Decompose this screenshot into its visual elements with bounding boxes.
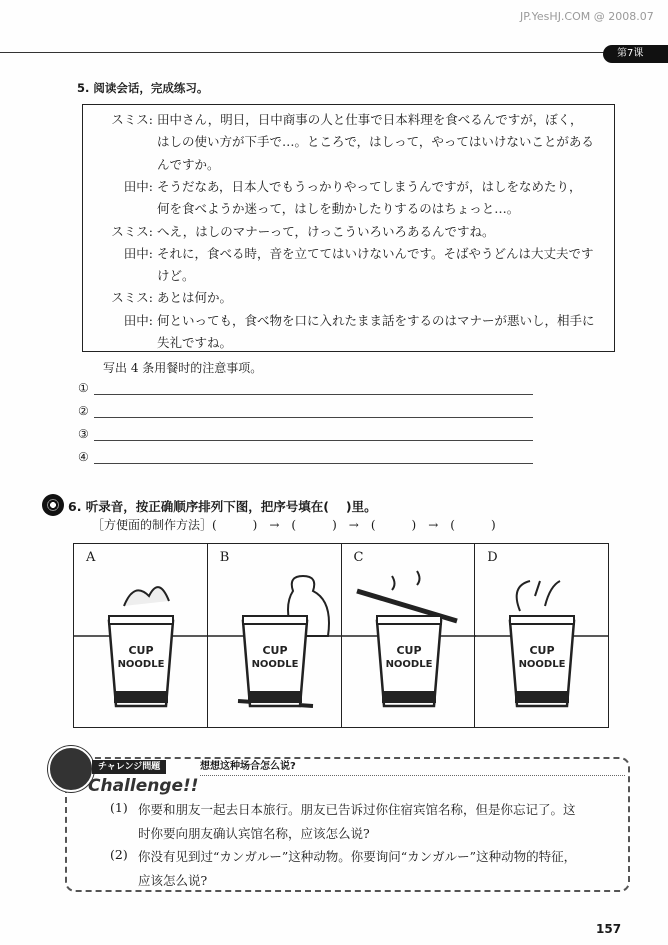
- dialogue-line: [91, 243, 621, 265]
- dialogue-text: 田中さん，明日，日中商事の人と仕事で日本料理を食べるんですが，ぼく，: [157, 112, 583, 127]
- picture-panel-c: [342, 544, 476, 727]
- header-rule: [0, 52, 610, 53]
- answer-line: [78, 427, 533, 443]
- svg-text:CUP: CUP: [262, 644, 288, 657]
- svg-text:CUP: CUP: [529, 644, 555, 657]
- dialogue-text: へえ，はしのマナーって，けっこういろいろあるんですね。: [157, 223, 495, 239]
- svg-text:CUP: CUP: [395, 644, 422, 657]
- answer-blank: [94, 417, 533, 418]
- challenge-item-text: 时你要向朋友确认宾馆名称，应该怎么说?: [138, 825, 370, 841]
- dialogue-line: [91, 176, 621, 198]
- answer-number: ①: [78, 381, 89, 395]
- cup-noodle-illustration: [475, 566, 609, 726]
- picture-panels: [73, 543, 609, 728]
- dialogue-line: [91, 265, 621, 287]
- challenge-item-text: 应该怎么说?: [138, 872, 208, 888]
- dialogue-text: 何を食べようか迷って，はしを動かしたりするのはちょっと…。: [157, 201, 520, 217]
- challenge-item-text: 你要和朋友一起去日本旅行。朋友已告诉过你住宿宾馆名称，但是你忘记了。这: [138, 802, 576, 817]
- picture-panel-a: [74, 544, 208, 727]
- section5-title: 5. 阅读会话，完成练习。: [77, 81, 209, 95]
- challenge-subtitle: 想想这种场合怎么说?: [200, 761, 296, 772]
- dialogue-line: [91, 310, 621, 332]
- panel-label: C: [353, 550, 364, 565]
- answer-number: ④: [78, 450, 89, 464]
- svg-text:NOODLE: NOODLE: [385, 659, 432, 670]
- page-number: 157: [596, 922, 622, 936]
- section6-title: 6. 听录音，按正确顺序排列下图，把序号填在( )里。: [68, 499, 377, 514]
- cd-audio-icon: [42, 494, 64, 516]
- panel-label: D: [487, 550, 498, 565]
- answer-line: [78, 381, 533, 397]
- dialogue-line: [91, 131, 621, 153]
- cup-noodle-illustration: [74, 566, 208, 726]
- answer-blank: [94, 463, 533, 464]
- answer-blank: [94, 440, 533, 441]
- dialogue-text: んですか。: [157, 156, 220, 172]
- answer-instruction: 写出 4 条用餐时的注意事项。: [103, 361, 263, 375]
- speaker-name: 田中:: [123, 178, 153, 194]
- svg-text:NOODLE: NOODLE: [117, 659, 165, 670]
- speaker-name: 田中:: [123, 312, 153, 328]
- speaker-name: 田中:: [123, 245, 153, 261]
- picture-panel-b: [208, 544, 342, 727]
- dialogue-text: そうだなあ，日本人でもうっかりやってしまうんですが，はしをなめたり，: [157, 178, 582, 194]
- answer-line: [78, 404, 533, 420]
- challenge-item-number: (1): [110, 800, 128, 815]
- dialogue-line: [91, 154, 621, 176]
- speaker-name: スミス:: [111, 223, 153, 239]
- svg-text:CUP: CUP: [128, 644, 154, 657]
- lesson-tab: 第7课: [603, 45, 668, 63]
- cup-noodle-illustration: [208, 566, 342, 726]
- answer-line: [78, 450, 533, 466]
- dialogue-line: [91, 198, 621, 220]
- dialogue-text: はしの使い方が下手で…。ところで，はしって，やってはいけないことがある: [157, 134, 594, 150]
- dialogue-text: あとは何か。: [157, 290, 233, 306]
- challenge-label: チャレンジ問題: [92, 760, 166, 774]
- answer-number: ③: [78, 427, 89, 441]
- challenge-divider: [200, 775, 625, 776]
- dialogue-box: [82, 104, 615, 352]
- dialogue-text: 失礼ですね。: [157, 335, 233, 350]
- speaker-name: スミス:: [111, 112, 153, 127]
- answer-number: ②: [78, 404, 89, 418]
- answer-blank: [94, 394, 533, 395]
- dialogue-line: [91, 109, 621, 131]
- order-prompt: ［方便面的制作方法］( ) → ( ) → ( ) → ( ): [92, 518, 496, 532]
- watermark: JP.YesHJ.COM @ 2008.07: [520, 10, 654, 23]
- dialogue-text: けど。: [157, 268, 195, 284]
- dialogue-text: それに，食べる時，音を立ててはいけないんです。そばやうどんは大丈夫です: [157, 245, 594, 261]
- speaker-name: スミス:: [111, 290, 153, 306]
- svg-text:NOODLE: NOODLE: [251, 659, 299, 670]
- dialogue-line: [91, 221, 621, 243]
- picture-panel-d: [475, 544, 608, 727]
- cup-noodle-illustration: [342, 566, 476, 726]
- challenge-item-text: 你没有见到过“カンガルー”这种动物。你要询问“カンガルー”这种动物的特征，: [138, 849, 577, 864]
- panel-label: B: [219, 550, 230, 565]
- dialogue-text: 何といっても，食べ物を口に入れたまま話をするのはマナーが悪いし，相手に: [157, 312, 595, 328]
- svg-text:NOODLE: NOODLE: [518, 659, 566, 670]
- dialogue-line: [91, 332, 621, 354]
- panel-label: A: [86, 550, 96, 565]
- challenge-item-number: (2): [110, 847, 128, 862]
- challenge-logo: Challenge!!: [88, 776, 199, 796]
- dialogue-line: [91, 287, 621, 309]
